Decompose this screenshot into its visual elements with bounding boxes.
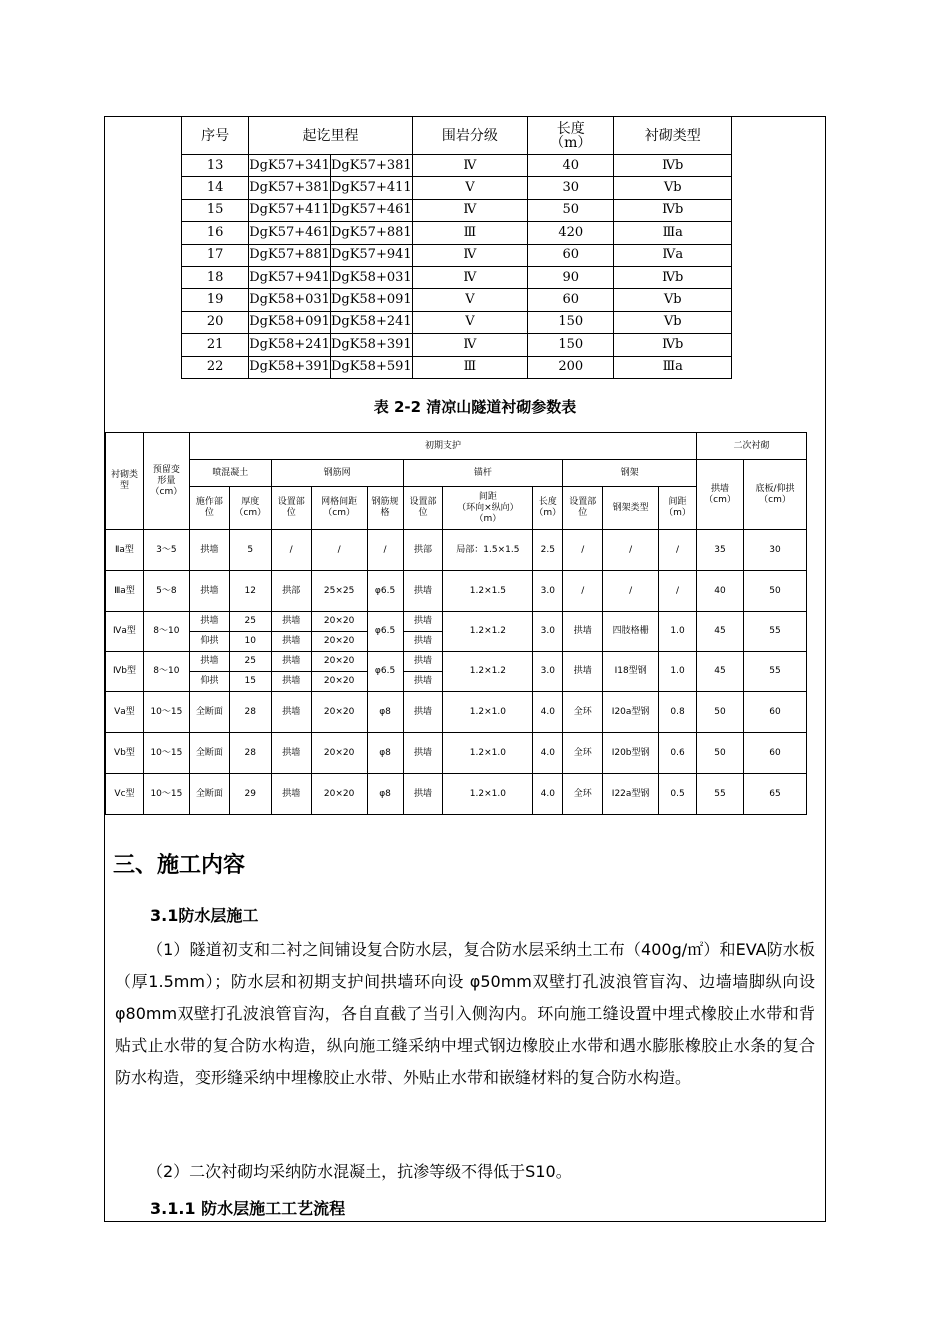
table-cell: I20a型钢: [603, 692, 659, 733]
th-seq: 序号: [182, 117, 249, 155]
table-cell: 90: [528, 266, 614, 288]
table-cell: 拱墙: [189, 530, 229, 571]
table-cell: /: [603, 571, 659, 612]
table-cell: Ⅱa型: [106, 530, 144, 571]
table-cell: 2.5: [533, 530, 563, 571]
table-cell: φ6.5: [367, 612, 403, 652]
table-cell: DgK57+381: [249, 177, 331, 199]
table-cell: 5: [229, 530, 271, 571]
table-cell: DgK58+241: [330, 311, 412, 333]
table-cell: 全断面: [189, 692, 229, 733]
th-sub: 间距 （环向×纵向） （m）: [443, 487, 533, 530]
table-cell: Ⅴ: [412, 289, 527, 311]
table-cell: /: [563, 571, 603, 612]
table-row: [182, 177, 732, 199]
table-row: [182, 356, 732, 378]
table-cell: 拱墙: [271, 692, 311, 733]
table-cell: 60: [743, 733, 806, 774]
table-cell: 拱墙: [271, 672, 311, 692]
table-cell: /: [367, 530, 403, 571]
table-cell: 拱墙: [271, 632, 311, 652]
table-cell: 20: [182, 311, 249, 333]
table-cell: 55: [743, 652, 806, 692]
mileage-table: [181, 116, 732, 379]
th-frame: 钢架: [563, 460, 697, 487]
table-cell: 拱墙: [403, 692, 443, 733]
table-cell: DgK57+941: [249, 266, 331, 288]
table-cell: DgK58+091: [249, 311, 331, 333]
table-cell: 35: [697, 530, 744, 571]
section-title: 三、施工内容: [113, 853, 246, 878]
th-initial: 初期支护: [189, 433, 696, 460]
table-cell: 拱墙: [189, 652, 229, 672]
table-cell: I22a型钢: [603, 774, 659, 815]
paragraph-2: （2）二次衬砌均采纳防水混凝土，抗渗等级不得低于S10。: [147, 1162, 572, 1181]
table-cell: 0.6: [659, 733, 697, 774]
table-cell: Ⅳ: [412, 244, 527, 266]
th-sub: 网格间距 （cm）: [311, 487, 367, 530]
subsection-title: 3.1防水层施工: [150, 906, 259, 925]
table-cell: 30: [528, 177, 614, 199]
table-row: [106, 733, 807, 774]
table-cell: 14: [182, 177, 249, 199]
table-cell: DgK58+031: [330, 266, 412, 288]
table-cell: 拱墙: [403, 571, 443, 612]
table-cell: DgK57+341: [249, 155, 331, 177]
table-cell: 3～5: [143, 530, 189, 571]
table-cell: 拱墙: [403, 733, 443, 774]
table-cell: 1.0: [659, 652, 697, 692]
table-cell: 200: [528, 356, 614, 378]
table-cell: Ⅳb: [614, 334, 732, 356]
table-cell: 1.2×1.2: [443, 612, 533, 652]
table-cell: Ⅴb型: [106, 733, 144, 774]
table-cell: Ⅴ: [412, 311, 527, 333]
table-cell: 10: [229, 632, 271, 652]
table-cell: 3.0: [533, 571, 563, 612]
table-cell: 20×20: [311, 652, 367, 672]
table-cell: /: [603, 530, 659, 571]
table-row: [106, 774, 807, 815]
table-cell: 420: [528, 222, 614, 244]
table-cell: 全环: [563, 774, 603, 815]
table-cell: 60: [528, 244, 614, 266]
table-cell: DgK57+411: [249, 199, 331, 221]
table-cell: 40: [697, 571, 744, 612]
table-cell: 4.0: [533, 774, 563, 815]
table-row: [182, 311, 732, 333]
th-mileage: 起讫里程: [249, 117, 412, 155]
table-cell: 拱墙: [403, 652, 443, 672]
table-cell: I20b型钢: [603, 733, 659, 774]
table-cell: 拱墙: [403, 672, 443, 692]
table-cell: 21: [182, 334, 249, 356]
table-cell: 1.2×1.0: [443, 692, 533, 733]
table-cell: Ⅳ: [412, 199, 527, 221]
table-cell: 1.2×1.5: [443, 571, 533, 612]
th-sub: 设置部 位: [563, 487, 603, 530]
table-cell: Ⅴ: [412, 177, 527, 199]
table-cell: Ⅳa型: [106, 612, 144, 652]
table-cell: 20×20: [311, 733, 367, 774]
lining-params-table: [105, 432, 807, 815]
table-cell: 65: [743, 774, 806, 815]
table-cell: 45: [697, 612, 744, 652]
table-cell: 55: [743, 612, 806, 652]
table-row: [106, 612, 807, 632]
table-cell: 0.5: [659, 774, 697, 815]
table-cell: 3.0: [533, 612, 563, 652]
th-sub: 长度 （m）: [533, 487, 563, 530]
table-cell: 20×20: [311, 612, 367, 632]
table-cell: 10～15: [143, 692, 189, 733]
table-cell: 4.0: [533, 692, 563, 733]
table-cell: 30: [743, 530, 806, 571]
table-cell: /: [563, 530, 603, 571]
th-shotcrete: 喷混凝土: [189, 460, 271, 487]
table-cell: 29: [229, 774, 271, 815]
table-cell: 仰拱: [189, 632, 229, 652]
table-cell: Ⅳ: [412, 334, 527, 356]
table-cell: 17: [182, 244, 249, 266]
table-cell: Ⅴc型: [106, 774, 144, 815]
table-cell: 50: [697, 733, 744, 774]
table-cell: DgK57+941: [330, 244, 412, 266]
table-cell: 12: [229, 571, 271, 612]
th-invert: 底板/仰拱 （cm）: [743, 460, 806, 530]
table-row: [106, 571, 807, 612]
table-cell: 1.2×1.0: [443, 733, 533, 774]
table-cell: 仰拱: [189, 672, 229, 692]
th-sub: 间距 （m）: [659, 487, 697, 530]
table-row: [182, 155, 732, 177]
table-row: [106, 692, 807, 733]
table-cell: 拱墙: [271, 652, 311, 672]
table-row: [182, 289, 732, 311]
table-cell: /: [311, 530, 367, 571]
table-cell: 拱墙: [271, 774, 311, 815]
table-row: [106, 530, 807, 571]
table-cell: φ6.5: [367, 652, 403, 692]
table-cell: I18型钢: [603, 652, 659, 692]
table-cell: 拱墙: [403, 632, 443, 652]
table-cell: Ⅴb: [614, 311, 732, 333]
table-cell: 10～15: [143, 774, 189, 815]
table-cell: Ⅲ: [412, 222, 527, 244]
th-sub: 厚度 （cm）: [229, 487, 271, 530]
table-cell: 16: [182, 222, 249, 244]
table-cell: 全断面: [189, 774, 229, 815]
table-cell: 20×20: [311, 632, 367, 652]
table-cell: Ⅴb: [614, 177, 732, 199]
table-cell: 1.2×1.2: [443, 652, 533, 692]
table-cell: 1.0: [659, 612, 697, 652]
table-cell: 拱墙: [189, 571, 229, 612]
table-row: [182, 334, 732, 356]
table-cell: 50: [697, 692, 744, 733]
table-cell: 拱部: [403, 530, 443, 571]
table-cell: 13: [182, 155, 249, 177]
th-lining: 衬砌类型: [614, 117, 732, 155]
table-row: [106, 652, 807, 672]
table-cell: 15: [182, 199, 249, 221]
th-bolt: 锚杆: [403, 460, 563, 487]
th-rock: 围岩分级: [412, 117, 527, 155]
table-cell: 局部：1.5×1.5: [443, 530, 533, 571]
table-cell: Ⅳa: [614, 244, 732, 266]
table-cell: 0.8: [659, 692, 697, 733]
table-cell: DgK57+461: [330, 199, 412, 221]
table-cell: 全环: [563, 692, 603, 733]
table-cell: DgK57+881: [249, 244, 331, 266]
table-cell: 拱墙: [271, 733, 311, 774]
table-cell: /: [271, 530, 311, 571]
table-cell: 全环: [563, 733, 603, 774]
th-sub: 设置部 位: [403, 487, 443, 530]
table-cell: DgK58+241: [249, 334, 331, 356]
table-cell: Ⅴa型: [106, 692, 144, 733]
table-cell: 3.0: [533, 652, 563, 692]
table-cell: Ⅴb: [614, 289, 732, 311]
table-cell: 45: [697, 652, 744, 692]
table-cell: 拱墙: [563, 612, 603, 652]
paragraph-1: （1）隧道初支和二衬之间铺设复合防水层，复合防水层采纳土工布（400g/㎡）和EVA防水板（厚1.5mm）；防水层和初期支护间拱墙环向设 φ50mm双壁打孔波浪管盲沟、边墙墙脚纵向设 φ80mm双壁打孔波浪管盲沟，各自直截了当引入侧沟内。环向施工缝设置中埋式橡胶止水带和背贴式止水带的复合防水构造，纵向施工缝采纳中埋式钢边橡胶止水带和遇水膨胀橡胶止水条的复合防水构造，变形缝采纳中埋橡胶止水带、外贴止水带和嵌缝材料的复合防水构造。: [115, 940, 815, 1087]
table-cell: Ⅳb型: [106, 652, 144, 692]
table-cell: 拱墙: [403, 774, 443, 815]
table-cell: 40: [528, 155, 614, 177]
th-sub: 设置部 位: [271, 487, 311, 530]
table-cell: 25: [229, 652, 271, 672]
table-cell: φ8: [367, 692, 403, 733]
table-cell: DgK58+031: [249, 289, 331, 311]
table-cell: 60: [528, 289, 614, 311]
th-mesh: 钢筋网: [271, 460, 403, 487]
table-row: [182, 222, 732, 244]
table-cell: 全断面: [189, 733, 229, 774]
table-cell: 50: [743, 571, 806, 612]
th-deform: 预留变 形量 （cm）: [143, 433, 189, 530]
table-cell: φ8: [367, 733, 403, 774]
table-cell: 20×20: [311, 774, 367, 815]
table-cell: Ⅳ: [412, 155, 527, 177]
table-cell: DgK58+591: [330, 356, 412, 378]
table-cell: DgK57+461: [249, 222, 331, 244]
table-cell: φ6.5: [367, 571, 403, 612]
table-cell: 50: [528, 199, 614, 221]
table-cell: 5～8: [143, 571, 189, 612]
table-cell: 60: [743, 692, 806, 733]
subsubsection-title: 3.1.1 防水层施工工艺流程: [150, 1199, 346, 1218]
th-sub: 施作部 位: [189, 487, 229, 530]
table-cell: 25: [229, 612, 271, 632]
table-cell: Ⅲ: [412, 356, 527, 378]
table-cell: 28: [229, 692, 271, 733]
th-length: 长度 （m）: [528, 117, 614, 155]
table-cell: Ⅲa: [614, 222, 732, 244]
table-cell: 55: [697, 774, 744, 815]
table-cell: Ⅳ: [412, 266, 527, 288]
table-cell: 18: [182, 266, 249, 288]
table-row: [182, 266, 732, 288]
table-cell: 四肢格栅: [603, 612, 659, 652]
table2-caption: 表 2-2 清凉山隧道衬砌参数表: [373, 398, 577, 416]
table-row: [182, 244, 732, 266]
table-cell: DgK57+411: [330, 177, 412, 199]
table-cell: 15: [229, 672, 271, 692]
table-cell: 10～15: [143, 733, 189, 774]
table-cell: Ⅳb: [614, 266, 732, 288]
table-cell: 1.2×1.0: [443, 774, 533, 815]
table-cell: 4.0: [533, 733, 563, 774]
table-cell: φ8: [367, 774, 403, 815]
table-cell: DgK58+391: [330, 334, 412, 356]
th-arch: 拱墙 （cm）: [697, 460, 744, 530]
table-cell: 150: [528, 311, 614, 333]
table-cell: Ⅲa型: [106, 571, 144, 612]
table-cell: DgK58+391: [249, 356, 331, 378]
table-cell: /: [659, 530, 697, 571]
table-cell: Ⅳb: [614, 155, 732, 177]
table-cell: Ⅲa: [614, 356, 732, 378]
table-cell: DgK57+881: [330, 222, 412, 244]
table-cell: 19: [182, 289, 249, 311]
table-cell: Ⅳb: [614, 199, 732, 221]
table-cell: DgK58+091: [330, 289, 412, 311]
table-cell: /: [659, 571, 697, 612]
table-cell: 拱部: [271, 571, 311, 612]
th-sub: 钢架类型: [603, 487, 659, 530]
table-cell: 拱墙: [189, 612, 229, 632]
table-cell: 22: [182, 356, 249, 378]
table-cell: 8～10: [143, 652, 189, 692]
table-cell: DgK57+381: [330, 155, 412, 177]
th-lining-type: 衬砌类 型: [106, 433, 144, 530]
table-cell: 20×20: [311, 672, 367, 692]
table-cell: 25×25: [311, 571, 367, 612]
table-row: [182, 199, 732, 221]
table-cell: 8～10: [143, 612, 189, 652]
table-cell: 150: [528, 334, 614, 356]
th-sub: 钢筋规 格: [367, 487, 403, 530]
table-cell: 拱墙: [563, 652, 603, 692]
th-secondary: 二次衬砌: [697, 433, 807, 460]
table-cell: 拱墙: [403, 612, 443, 632]
table-cell: 28: [229, 733, 271, 774]
table-cell: 20×20: [311, 692, 367, 733]
table-cell: 拱墙: [271, 612, 311, 632]
